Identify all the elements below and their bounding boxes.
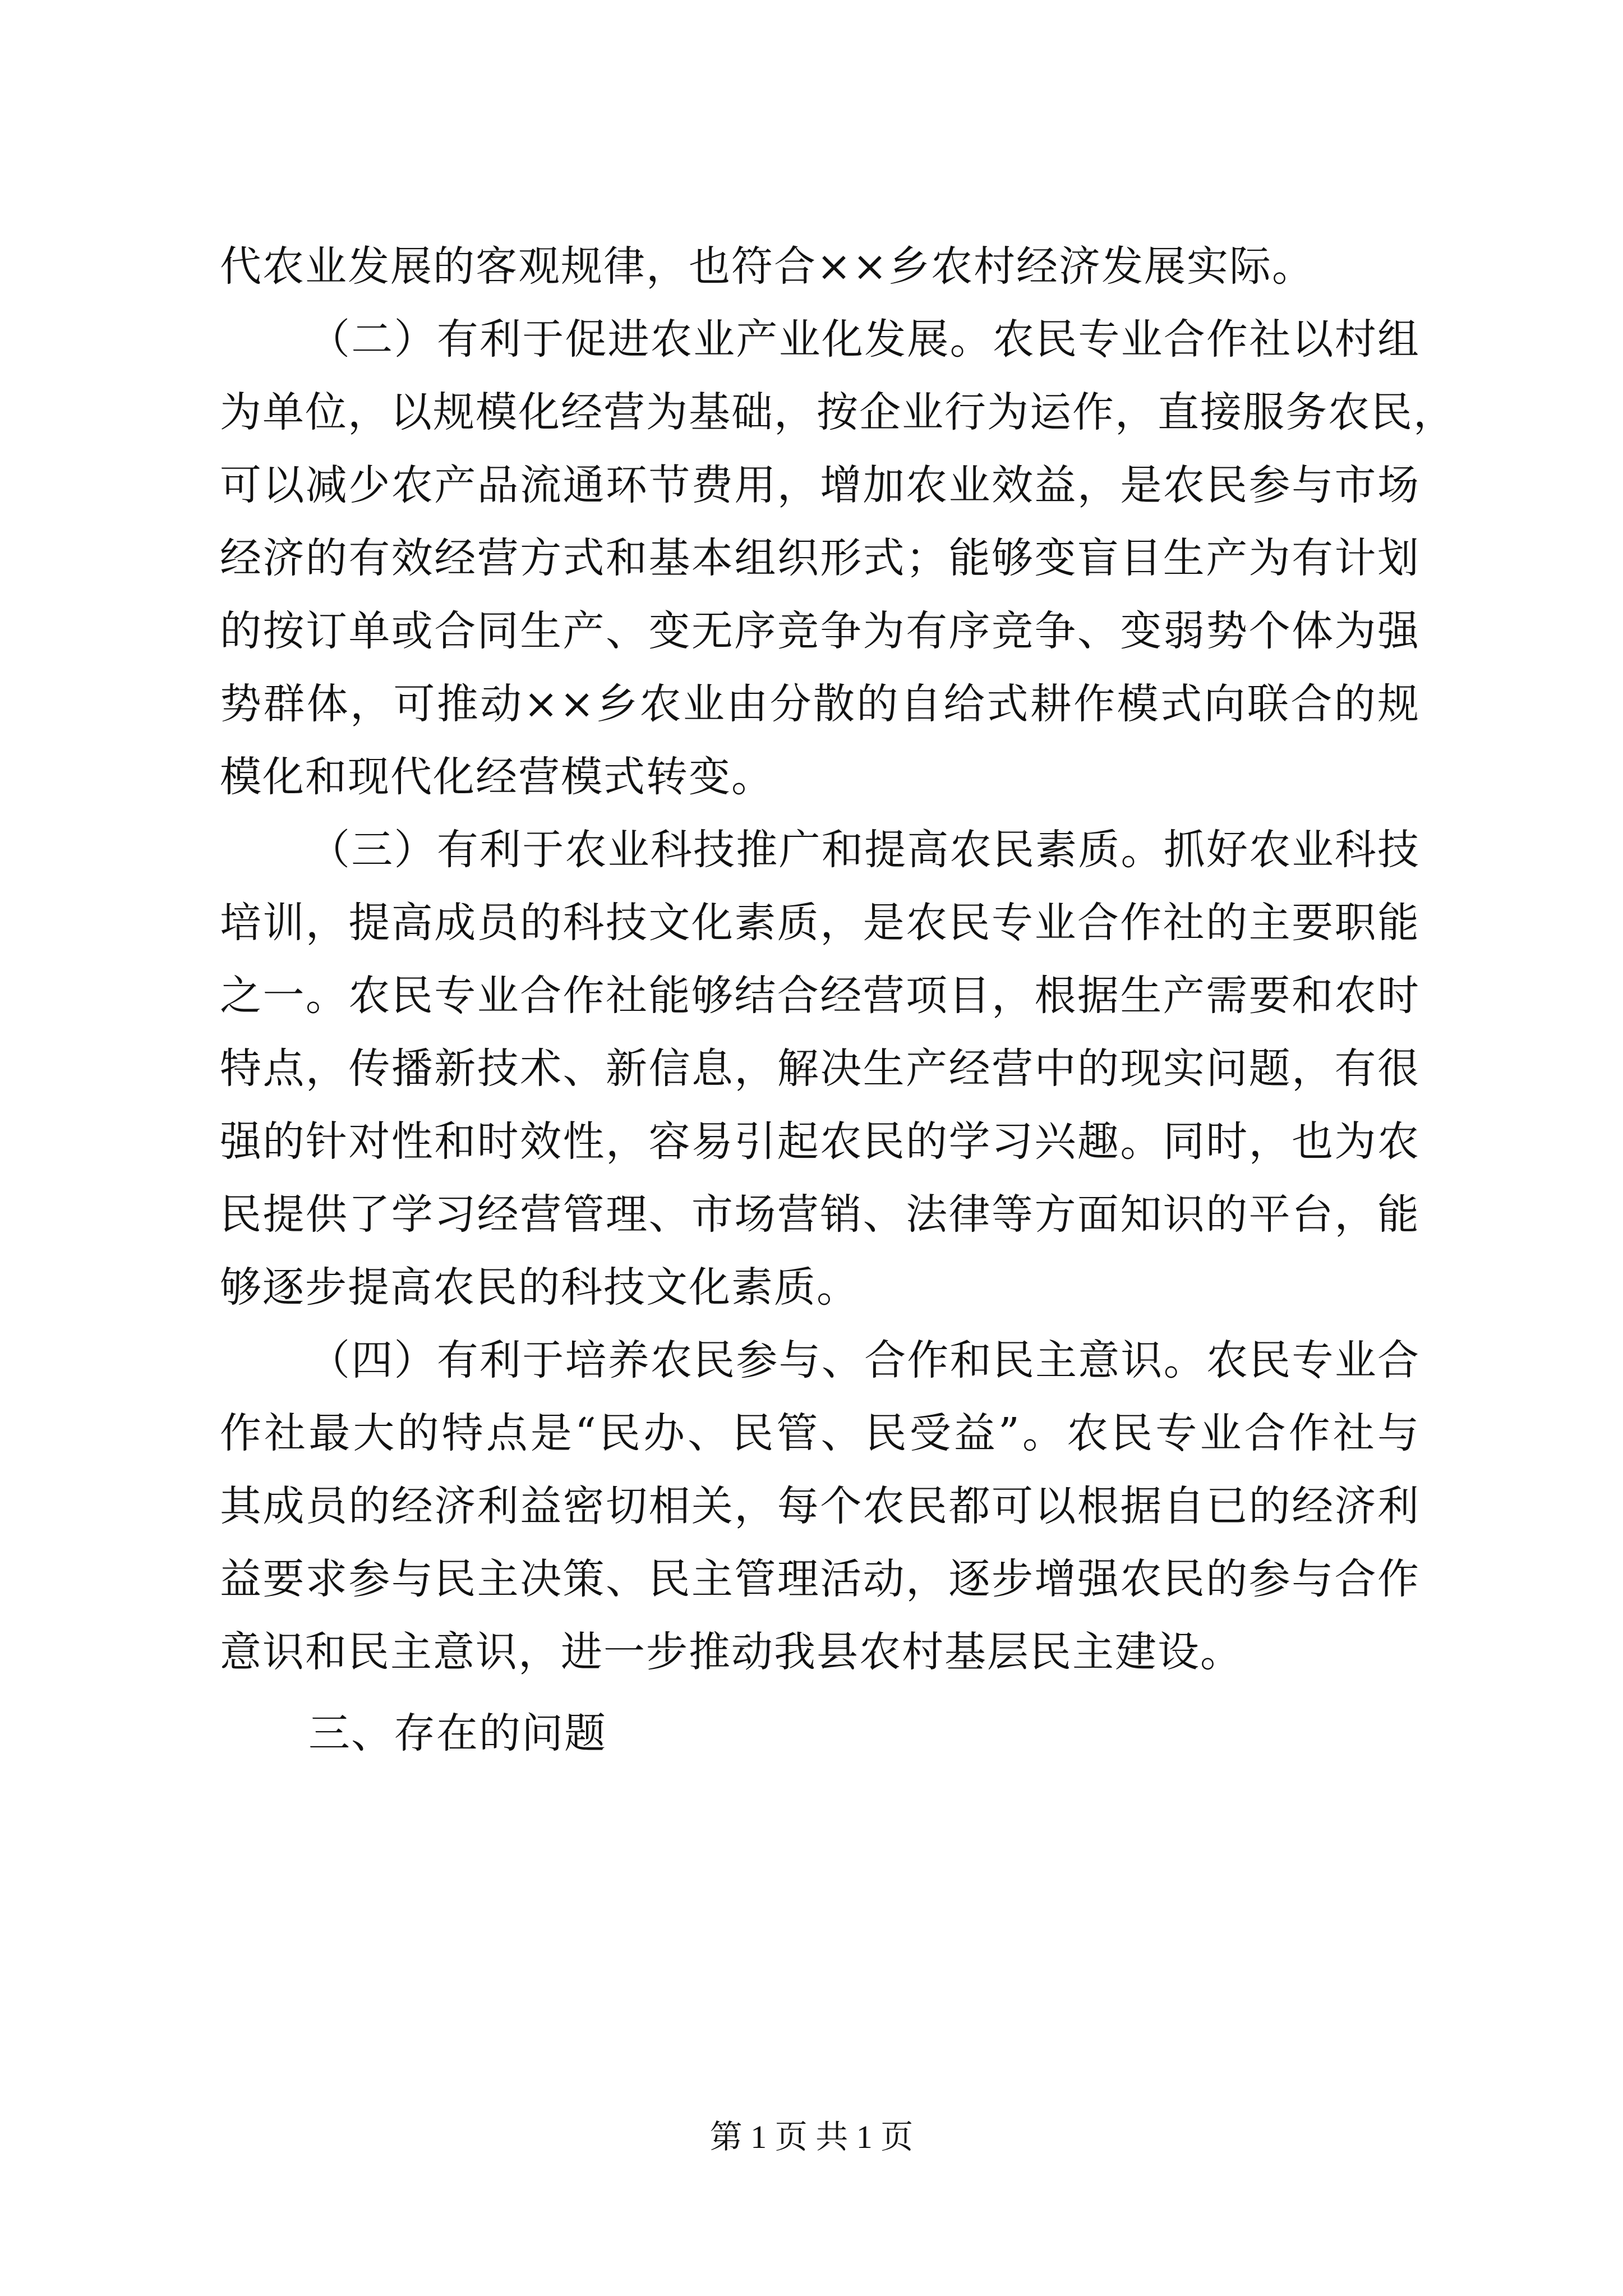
paragraph-line: 之一。农民专业合作社能够结合经营项目，根据生产需要和农时 — [220, 972, 1420, 1020]
paragraph-line: 特点，传播新技术、新信息，解决生产经营中的现实问题，有很 — [220, 1045, 1420, 1093]
paragraph-line: 代农业发展的客观规律，也符合××乡农村经济发展实际。 — [220, 242, 1315, 291]
paragraph-line: 意识和民主意识，进一步推动我县农村基层民主建设。 — [220, 1628, 1243, 1676]
paragraph-line: 作社最大的特点是“民办、民管、民受益”。农民专业合作社与 — [220, 1409, 1420, 1457]
paragraph-line: 为单位，以规模化经营为基础，按企业行为运作，直接服务农民， — [220, 388, 1456, 436]
paragraph-line: 可以减少农产品流通环节费用，增加农业效益，是农民参与市场 — [220, 461, 1420, 509]
paragraph-line: 够逐步提高农民的科技文化素质。 — [220, 1263, 859, 1312]
paragraph-line: 势群体，可推动××乡农业由分散的自给式耕作模式向联合的规 — [220, 680, 1420, 728]
paragraph-line: 的按订单或合同生产、变无序竞争为有序竞争、变弱势个体为强 — [220, 607, 1420, 655]
paragraph-line: 益要求参与民主决策、民主管理活动，逐步增强农民的参与合作 — [220, 1555, 1420, 1603]
paragraph-line: 经济的有效经营方式和基本组织形式；能够变盲目生产为有计划 — [220, 534, 1420, 582]
paragraph-line: 民提供了学习经营管理、市场营销、法律等方面知识的平台，能 — [220, 1190, 1420, 1239]
page-footer: 第 1 页 共 1 页 — [709, 2119, 914, 2155]
paragraph-line: 强的针对性和时效性，容易引起农民的学习兴趣。同时，也为农 — [220, 1117, 1420, 1166]
paragraph-line: （三）有利于农业科技推广和提高农民素质。抓好农业科技 — [308, 826, 1420, 874]
paragraph-line: 培训，提高成员的科技文化素质，是农民专业合作社的主要职能 — [220, 899, 1420, 947]
document-body — [220, 230, 1456, 1773]
paragraph-line: 模化和现代化经营模式转变。 — [220, 753, 774, 801]
paragraph-line: （四）有利于培养农民参与、合作和民主意识。农民专业合 — [308, 1336, 1420, 1384]
section-heading: 三、存在的问题 — [308, 1709, 607, 1757]
paragraph-line: （二）有利于促进农业产业化发展。农民专业合作社以村组 — [308, 315, 1420, 364]
paragraph-line: 其成员的经济利益密切相关，每个农民都可以根据自已的经济利 — [220, 1482, 1420, 1530]
